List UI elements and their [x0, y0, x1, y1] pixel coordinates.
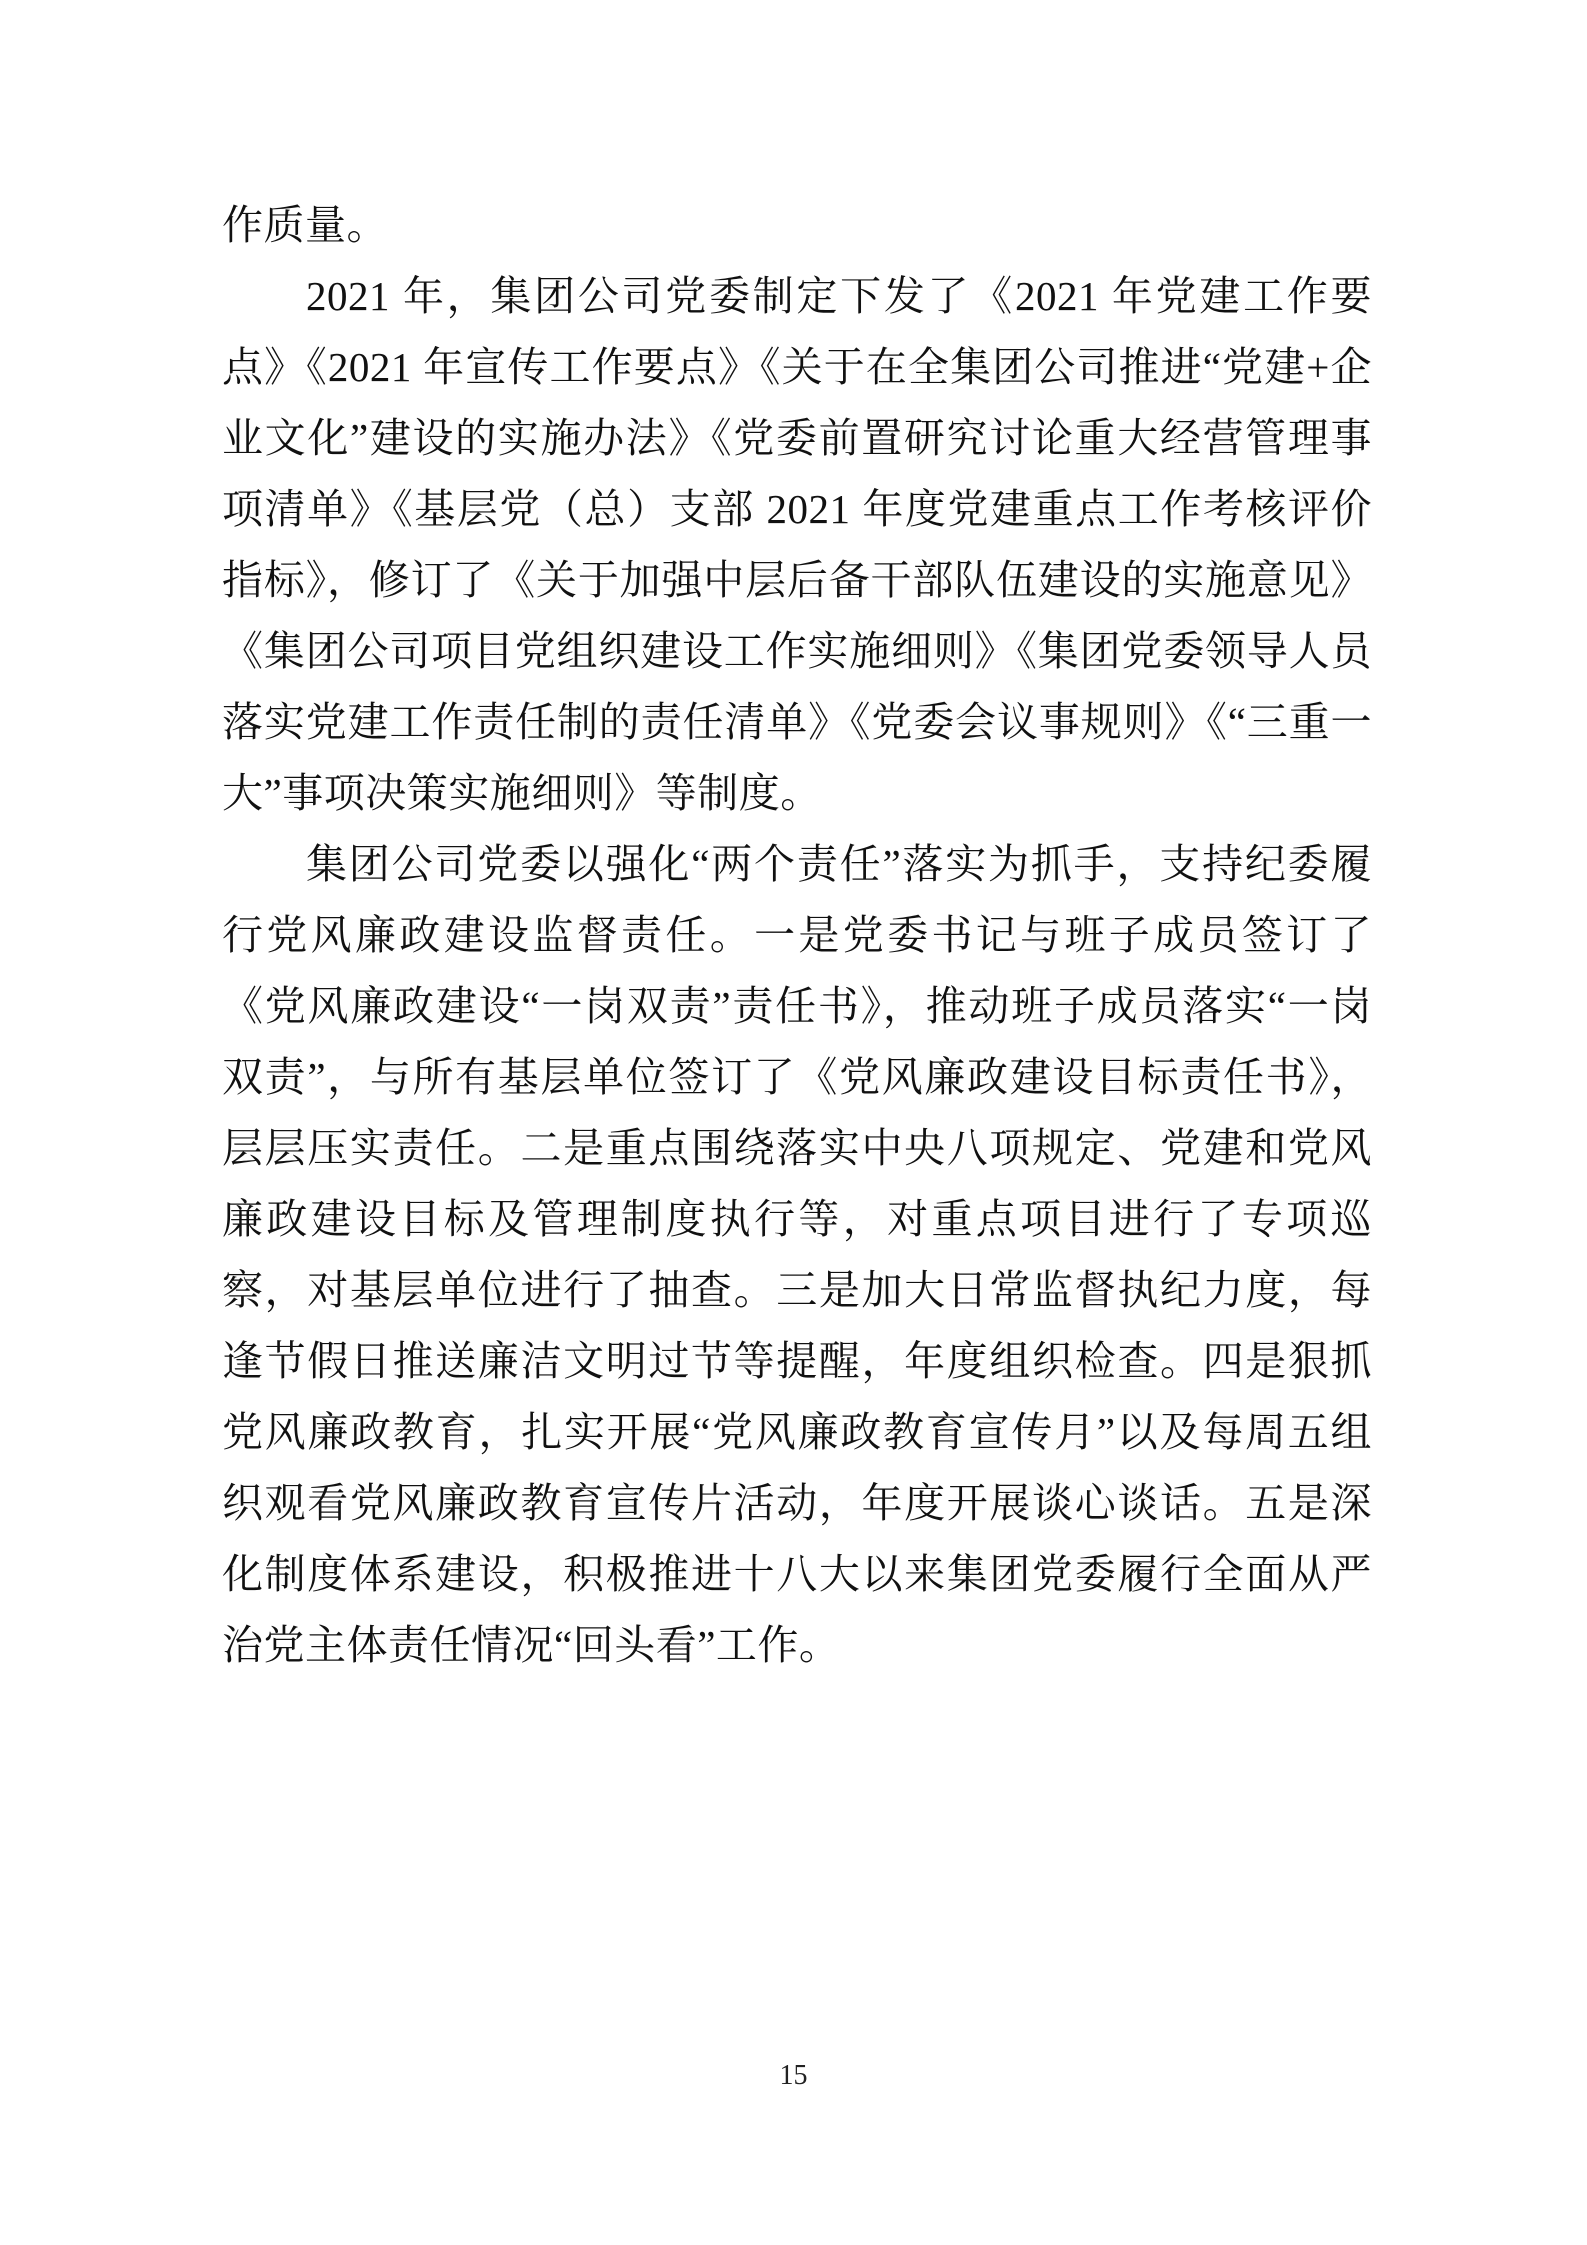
- paragraph-continued: 作质量。: [222, 202, 388, 248]
- page-content: [222, 190, 1372, 1681]
- paragraph-2021-documents: 2021 年，集团公司党委制定下发了《2021 年党建工作要点》《2021 年宣传工作要点》《关于在全集团公司推进“党建+企业文化”建设的实施办法》《党委前置研究讨论重大经营管理事项清单》《基层党（总）支部 2021 年度党建重点工作考核评价指标》，修订了《关于加强中层后备干部队伍建设的实施意见》《集团公司项目党组织建设工作实施细则》《集团党委领导人员落实党建工作责任制的责任清单》《党委会议事规则》《“三重一大”事项决策实施细则》等制度。: [222, 273, 1372, 816]
- page-number: 15: [779, 2060, 808, 2091]
- paragraph-two-responsibilities: 集团公司党委以强化“两个责任”落实为抓手，支持纪委履行党风廉政建设监督责任。一是党委书记与班子成员签订了《党风廉政建设“一岗双责”责任书》，推动班子成员落实“一岗双责”，与所有基层单位签订了《党风廉政建设目标责任书》，层层压实责任。二是重点围绕落实中央八项规定、党建和党风廉政建设目标及管理制度执行等，对重点项目进行了专项巡察，对基层单位进行了抽查。三是加大日常监督执纪力度，每逢节假日推送廉洁文明过节等提醒，年度组织检查。四是狠抓党风廉政教育，扎实开展“党风廉政教育宣传月”以及每周五组织观看党风廉政教育宣传片活动，年度开展谈心谈话。五是深化制度体系建设，积极推进十八大以来集团党委履行全面从严治党主体责任情况“回头看”工作。: [222, 841, 1372, 1668]
